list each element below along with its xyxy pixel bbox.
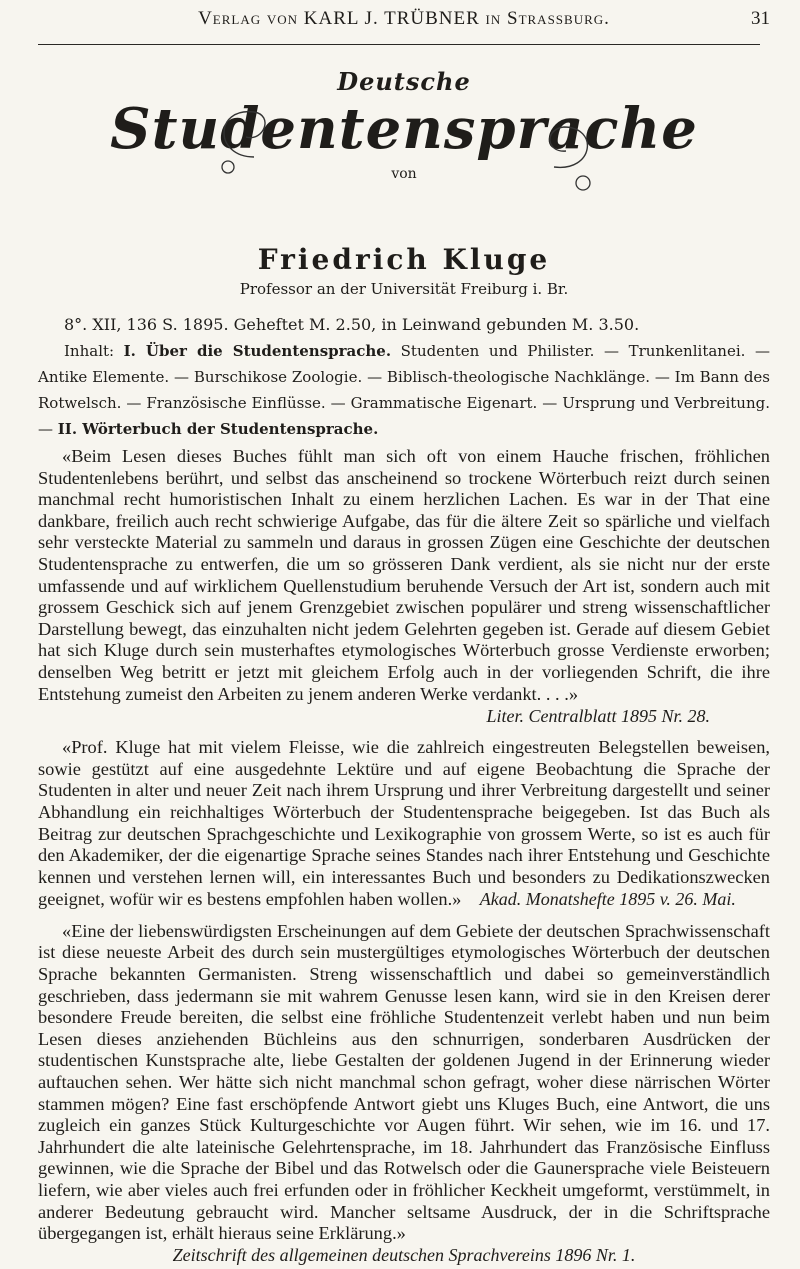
review-text: «Beim Lesen dieses Buches fühlt man sich oft von einem Hauche frischen, fröhlichen Studentenlebens berührt, und selbst das anscheinend so trockene Wörterbuch reizt durch seinen manchmal recht humoristischen Inhalt zu einem herzlichen Lachen. Es war in der That eine dankbare, freilich auch recht schwierige Aufgabe, das für die ältere Zeit so spärliche und vielfach sehr versteckte Material zu sammeln und daraus in grossen Zügen eine Geschichte der deutschen Studentensprache zu entwerfen, die um so grösseren Dank verdient, als sie nicht nur der erste umfassende und auf wirklichem Quellenstudium beruhende Versuch der Art ist, sondern auch mit grossem Geschick sich auf jenem Grenzgebiet zwischen populärer und streng wissenschaftlicher Darstellung bewegt, das einzuhalten nicht jedem Gelehrten gegeben ist. Gerade auf diesem Gebiet hat sich Kluge durch sein musterhaftes etymologisches Wörterbuch grosse Verdienste erworben; denselben Weg betritt er jetzt mit gleichem Erfolg auch in der vorliegenden Schrift, die ihre Entstehung zumeist den Arbeiten zu jenem anderen Werke verdankt. . . .» — [38, 446, 770, 704]
table-of-contents — [38, 338, 770, 442]
book-title-line2: Studentensprache — [110, 96, 698, 162]
review-source: Akad. Monatshefte 1895 v. 26. Mai. — [479, 889, 736, 910]
running-head — [38, 0, 770, 44]
title-block — [38, 67, 770, 239]
contents-part1-chapters: Studenten und Philister. — Trunkenlitanei. — Antike Elemente. — Burschikose Zoologie. — Biblisch-theologische Nachklänge. — Im Bann des Rotwelsch. — Französische Einflüsse. — Grammatische Eigenart. — Ursprung und Verbreitung. — — [38, 342, 770, 438]
review-source: Liter. Centralblatt 1895 Nr. 28. — [486, 706, 710, 727]
review-body: «Prof. Kluge hat mit vielem Fleisse, wie die zahlreich eingestreuten Belegstellen beweisen, sowie gestützt auf eine ausgedehnte Lektüre und auf eigene Beobachtung die Sprache der Studenten in alter und neuer Zeit nach ihrem Ursprung und ihrer Verbreitung dargestellt und seiner Abhandlung ein reichhaltiges Wörterbuch der Studentensprache beigegeben. Ist das Buch als Beitrag zur deutschen Sprachgeschichte und Lexikographie von grossem Werte, so ist es auch für den Akademiker, der die eigenartige Sprache seines Standes nach ihrer Entstehung und Geschichte kennen und verstehen lernen will, ein interessantes Buch und besonders zu Dedikationszwecken geeignet, wofür wir es bestens empfohlen haben wollen.» — [38, 737, 770, 910]
by-word: von — [391, 166, 417, 182]
review-source: Zeitschrift des allgemeinen deutschen Sprachvereins 1896 Nr. 1. — [172, 1244, 636, 1265]
contents-part2-title: II. Wörterbuch der Studentensprache. — [57, 420, 379, 438]
author-affiliation: Professor an der Universität Freiburg i. Br. — [239, 280, 569, 298]
contents-part1-title: I. Über die Studentensprache. — [123, 342, 392, 360]
header-rule — [38, 44, 760, 45]
contents-label: Inhalt: — [64, 342, 115, 360]
title-flourish-ornament — [194, 87, 614, 197]
book-title-line1: Deutsche — [337, 67, 471, 96]
review-text — [38, 737, 770, 911]
publisher-line: Verlag von KARL J. TRÜBNER in Strassburg. — [198, 8, 610, 29]
format-price-line: 8°. XII, 136 S. 1895. Geheftet M. 2.50, in Leinwand gebunden M. 3.50. — [64, 315, 640, 334]
page-number: 31 — [751, 8, 770, 29]
review-text: «Eine der liebenswürdigsten Erscheinungen auf dem Gebiete der deutschen Sprachwissenschaft ist diese neueste Arbeit des durch sein mustergültiges etymologisches Wörterbuch der deutschen Sprache bekannten Germanisten. Streng wissenschaftlich und dabei so gemeinverständlich geschrieben, dass jedermann sie mit wahrem Genusse lesen kann, wird sie in den Kreisen derer besondere Freude bereiten, die selbst eine fröhliche Studentenzeit verlebt haben und nun beim Lesen dieses anziehenden Büchleins aus den schnurrigen, sonderbaren Ausdrücken der studentischen Kunstsprache alte, liebe Gestalten der goldenen Jugend in der Erinnerung wieder auftauchen sehen. Wer hätte sich nicht manchmal schon gefragt, woher diese närrischen Wörter stammen mögen? Eine fast erschöpfende Antwort giebt uns Kluges Buch, eine Antwort, die uns zugleich ein ganzes Stück Kulturgeschichte vor Augen führt. Wir sehen, wie im 16. und 17. Jahrhundert die alte lateinische Gelehrtensprache, im 18. Jahrhundert das Französische Einfluss gewinnen, wie die Sprache der Bibel und das Rotwelsch oder die Gaunersprache viele Beisteuern liefern, wie aber vieles auch frei erfunden oder in fröhlicher Keckheit umgeformt, verstümmelt, in anderer Bedeutung gebraucht wird. Mancher seltsame Ausdruck, der in die Schriftsprache übergegangen ist, erhält hieraus seine Erklärung.» — [38, 920, 770, 1244]
author-name: Friedrich Kluge — [257, 243, 551, 276]
